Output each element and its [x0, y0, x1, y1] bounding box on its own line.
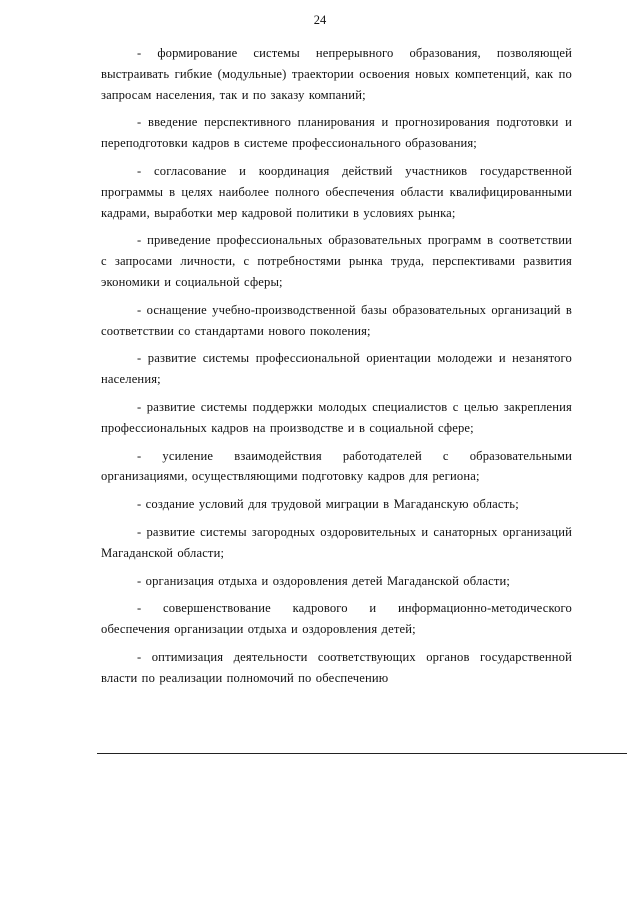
list-item-health-organizations: - развитие системы загородных оздоровительных и санаторных организаций Магаданской области;	[101, 524, 572, 560]
list-item-continuous-education: - формирование системы непрерывного образования, позволяющей выстраивать гибкие (модульные) траектории освоения новых компетенций, как по запросам населения, так и по заказу компаний;	[101, 46, 572, 102]
page-number: 24	[313, 13, 327, 27]
list-item-coordination: - согласование и координация действий участников государственной программы в целях наиболее полного обеспечения области квалифицированными кадрами, выработки мер кадровой политики в условиях рынка;	[101, 163, 572, 220]
list-item-equipment: - оснащение учебно-производственной базы образовательных организаций в соответствии со стандартами нового поколения;	[101, 302, 572, 338]
list-item-staff-support: - совершенствование кадрового и информационно-методического обеспечения организации отдыха и оздоровления детей;	[101, 601, 572, 637]
list-item-program-alignment: - приведение профессиональных образовательных программ в соответствии с запросами личности, с потребностями рынка труда, перспективами развития экономики и социальной сферы;	[101, 233, 572, 289]
document-body	[101, 43, 572, 696]
list-item-children-recreation: - организация отдыха и оздоровления детей Магаданской области;	[137, 573, 511, 588]
page-bottom-rule	[97, 753, 627, 754]
list-item-career-guidance: - развитие системы профессиональной ориентации молодежи и незанятого населения;	[101, 351, 572, 387]
list-item-employer-cooperation: - усиление взаимодействия работодателей с образовательными организациями, осуществляющими подготовку кадров для региона;	[101, 448, 572, 484]
list-item-authority-optimization: - оптимизация деятельности соответствующих органов государственной власти по реализации полномочий по обеспечению	[101, 649, 572, 685]
list-item-planning-forecasting: - введение перспективного планирования и прогнозирования подготовки и переподготовки кадров в системе профессионального образования;	[101, 115, 572, 151]
list-item-labor-migration: - создание условий для трудовой миграции в Магаданскую область;	[137, 497, 519, 512]
list-item-young-specialists: - развитие системы поддержки молодых специалистов с целью закрепления профессиональных кадров на производстве и в социальной сфере;	[101, 399, 572, 435]
